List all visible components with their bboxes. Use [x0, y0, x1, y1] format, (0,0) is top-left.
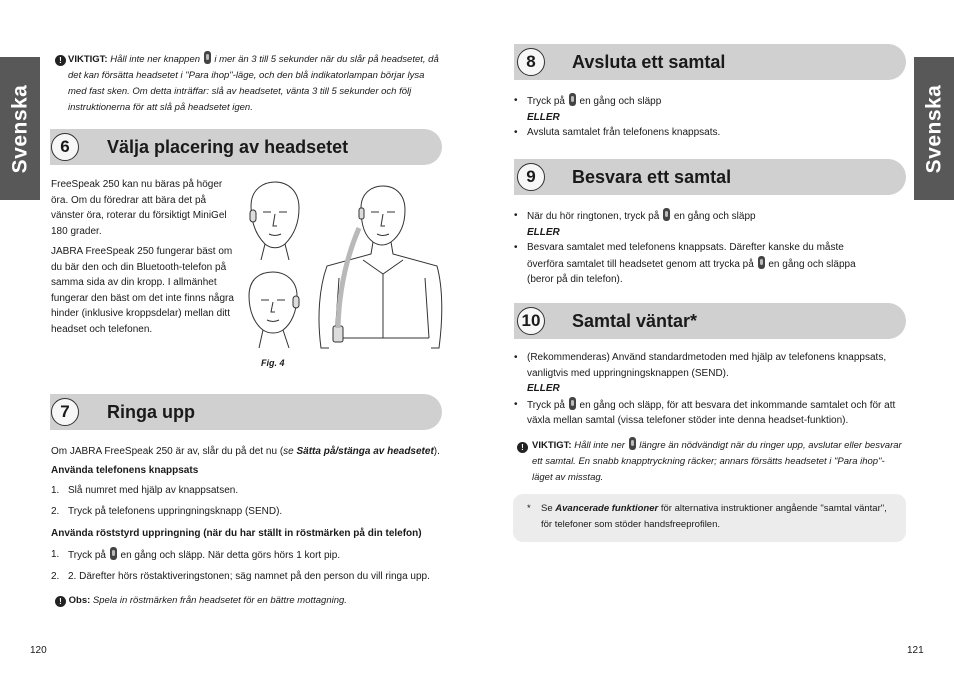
section-title: Samtal väntar* — [572, 311, 698, 331]
footnote-box: * Se Avancerade funktioner för alternativa instruktioner angående "samtal väntar", för telefoner som stöder handsfreeprofilen. — [513, 494, 906, 542]
headset-button-icon — [663, 208, 670, 221]
headset-button-icon — [110, 547, 117, 560]
important-label: VIKTIGT: — [532, 440, 572, 451]
important-text-2: i mer än 3 till 5 sekunder när du slår på headsetet, då det kan försätta headsetet i "Para ihop"-läge, och den blå indikatorlampan börjar lysa med fast sken. Om detta inträffar: slå av headsetet, vänta 3 till 5 sekunder och följ instruktionerna för att slå på headsetet igen. — [68, 54, 439, 113]
important-note-top — [55, 51, 445, 116]
link-power-on-off[interactable]: Sätta på/stänga av headsetet — [296, 446, 434, 457]
exclamation-circle-icon: ! — [517, 442, 528, 453]
obs-text: Spela in röstmärken från headsetet för en bättre mottagning. — [92, 595, 347, 606]
sec6-paragraph-1: FreeSpeak 250 kan nu bäras på höger öra. Om du föredrar att bära det på vänster öra, roterar du försiktigt MiniGel 180 grader. — [51, 179, 227, 237]
section-number: 9 — [517, 163, 545, 191]
sec6-text — [51, 177, 237, 337]
sec7-voice-list — [51, 547, 441, 585]
or-label: ELLER — [527, 111, 560, 123]
or-label: ELLER — [527, 226, 560, 238]
footnote-mark: * — [527, 503, 531, 514]
important-note-right: ! VIKTIGT: Håll inte ner längre än nödvändigt när du ringer upp, avslutar eller besvarar ett samtal. En snabb knapptryckning räcker; annars försätts headsetet i "Para ihop"-läget av misstag. — [517, 437, 902, 486]
sec7-subheading-voice: Använda röststyrd uppringning (när du har ställt in röstmärken på din telefon) — [51, 528, 422, 539]
important-text-1: Håll inte ner knappen — [110, 54, 201, 65]
figure-headset-placement — [243, 178, 443, 368]
list-item: • När du hör ringtonen, tryck på en gång och släpp — [514, 208, 894, 225]
exclamation-circle-icon: ! — [55, 596, 66, 607]
link-advanced-features[interactable]: Avancerade funktioner — [555, 503, 659, 514]
obs-label: Obs: — [68, 595, 91, 606]
sec8-body — [514, 93, 906, 141]
section-number: 8 — [517, 48, 545, 76]
list-item: • (Rekommenderas) Använd standardmetoden med hjälp av telefonens knappsats, vanligtvis med uppringningsknappen (SEND). — [514, 350, 899, 381]
section-header-7 — [50, 394, 442, 430]
list-item: 2. Tryck på telefonens uppringningsknapp (SEND). — [51, 505, 283, 517]
list-item: 2. 2. Därefter hörs röstaktiveringstonen; säg namnet på den person du vill ringa upp. — [51, 571, 430, 582]
list-item: • Tryck på en gång och släpp — [514, 93, 906, 110]
section-number: 6 — [51, 133, 79, 161]
section-title: Besvara ett samtal — [572, 167, 732, 187]
or-label: ELLER — [527, 383, 560, 394]
exclamation-circle-icon: ! — [55, 55, 66, 66]
list-item: • Tryck på en gång och släpp, för att besvara det inkommande samtalet och för att växla mellan samtal (vissa telefoner stöder inte denna headset-funktion). — [514, 397, 899, 429]
headset-button-icon — [204, 51, 211, 64]
sec10-body — [514, 350, 899, 429]
figure-caption: Fig. 4 — [261, 358, 285, 368]
section-header-6 — [50, 129, 442, 165]
list-item: • Besvara samtalet med telefonens knappsats. Därefter kanske du måste överföra samtalet till headsetet genom att trycka på en gång och släppa (beror på din telefon). — [514, 240, 894, 288]
head-front-illustration — [250, 182, 299, 260]
side-tab-label: Svenska — [8, 84, 32, 173]
headset-button-icon — [758, 256, 765, 269]
sec7-intro: Om JABRA FreeSpeak 250 är av, slår du på det nu (se Sätta på/stänga av headsetet). — [51, 446, 440, 457]
side-tab-left — [0, 57, 40, 200]
page-number-right: 121 — [907, 645, 924, 656]
page-number-left: 120 — [30, 645, 47, 656]
section-number: 7 — [51, 398, 79, 426]
sec9-body — [514, 208, 894, 288]
sec7-keypad-list — [51, 483, 441, 519]
section-title: Avsluta ett samtal — [572, 52, 726, 72]
sec7-body — [51, 444, 441, 590]
sec7-subheading-keypad: Använda telefonens knappsats — [51, 464, 199, 476]
section-title: Välja placering av headsetet — [107, 137, 349, 157]
section-header-8 — [514, 44, 906, 80]
important-label: VIKTIGT: — [68, 54, 108, 65]
headset-button-icon — [569, 397, 576, 410]
side-tab-right — [914, 57, 954, 200]
list-item: • Avsluta samtalet från telefonens knappsats. — [514, 125, 906, 141]
section-header-9 — [514, 159, 906, 195]
headset-button-icon — [629, 437, 636, 450]
side-tab-label: Svenska — [922, 84, 946, 173]
headset-button-icon — [569, 93, 576, 106]
head-side-illustration — [249, 272, 299, 348]
section-title: Ringa upp — [107, 402, 195, 422]
list-item: 1. Slå numret med hjälp av knappsatsen. — [51, 485, 239, 496]
section-header-10 — [514, 303, 906, 339]
list-item: 1. Tryck på en gång och släpp. När detta görs hörs 1 kort pip. — [51, 548, 341, 561]
section-number: 10 — [517, 307, 545, 335]
obs-note — [55, 593, 445, 609]
sec6-paragraph-2: JABRA FreeSpeak 250 fungerar bäst om du bär den och din Bluetooth-telefon på samma sida av din kropp. I allmänhet fungerar den bäst om det inte finns några hinder (inklusive kroppsdelar) mellan ditt headset och telefonen. — [51, 246, 234, 335]
signal-arc-illustration — [338, 228, 359, 328]
